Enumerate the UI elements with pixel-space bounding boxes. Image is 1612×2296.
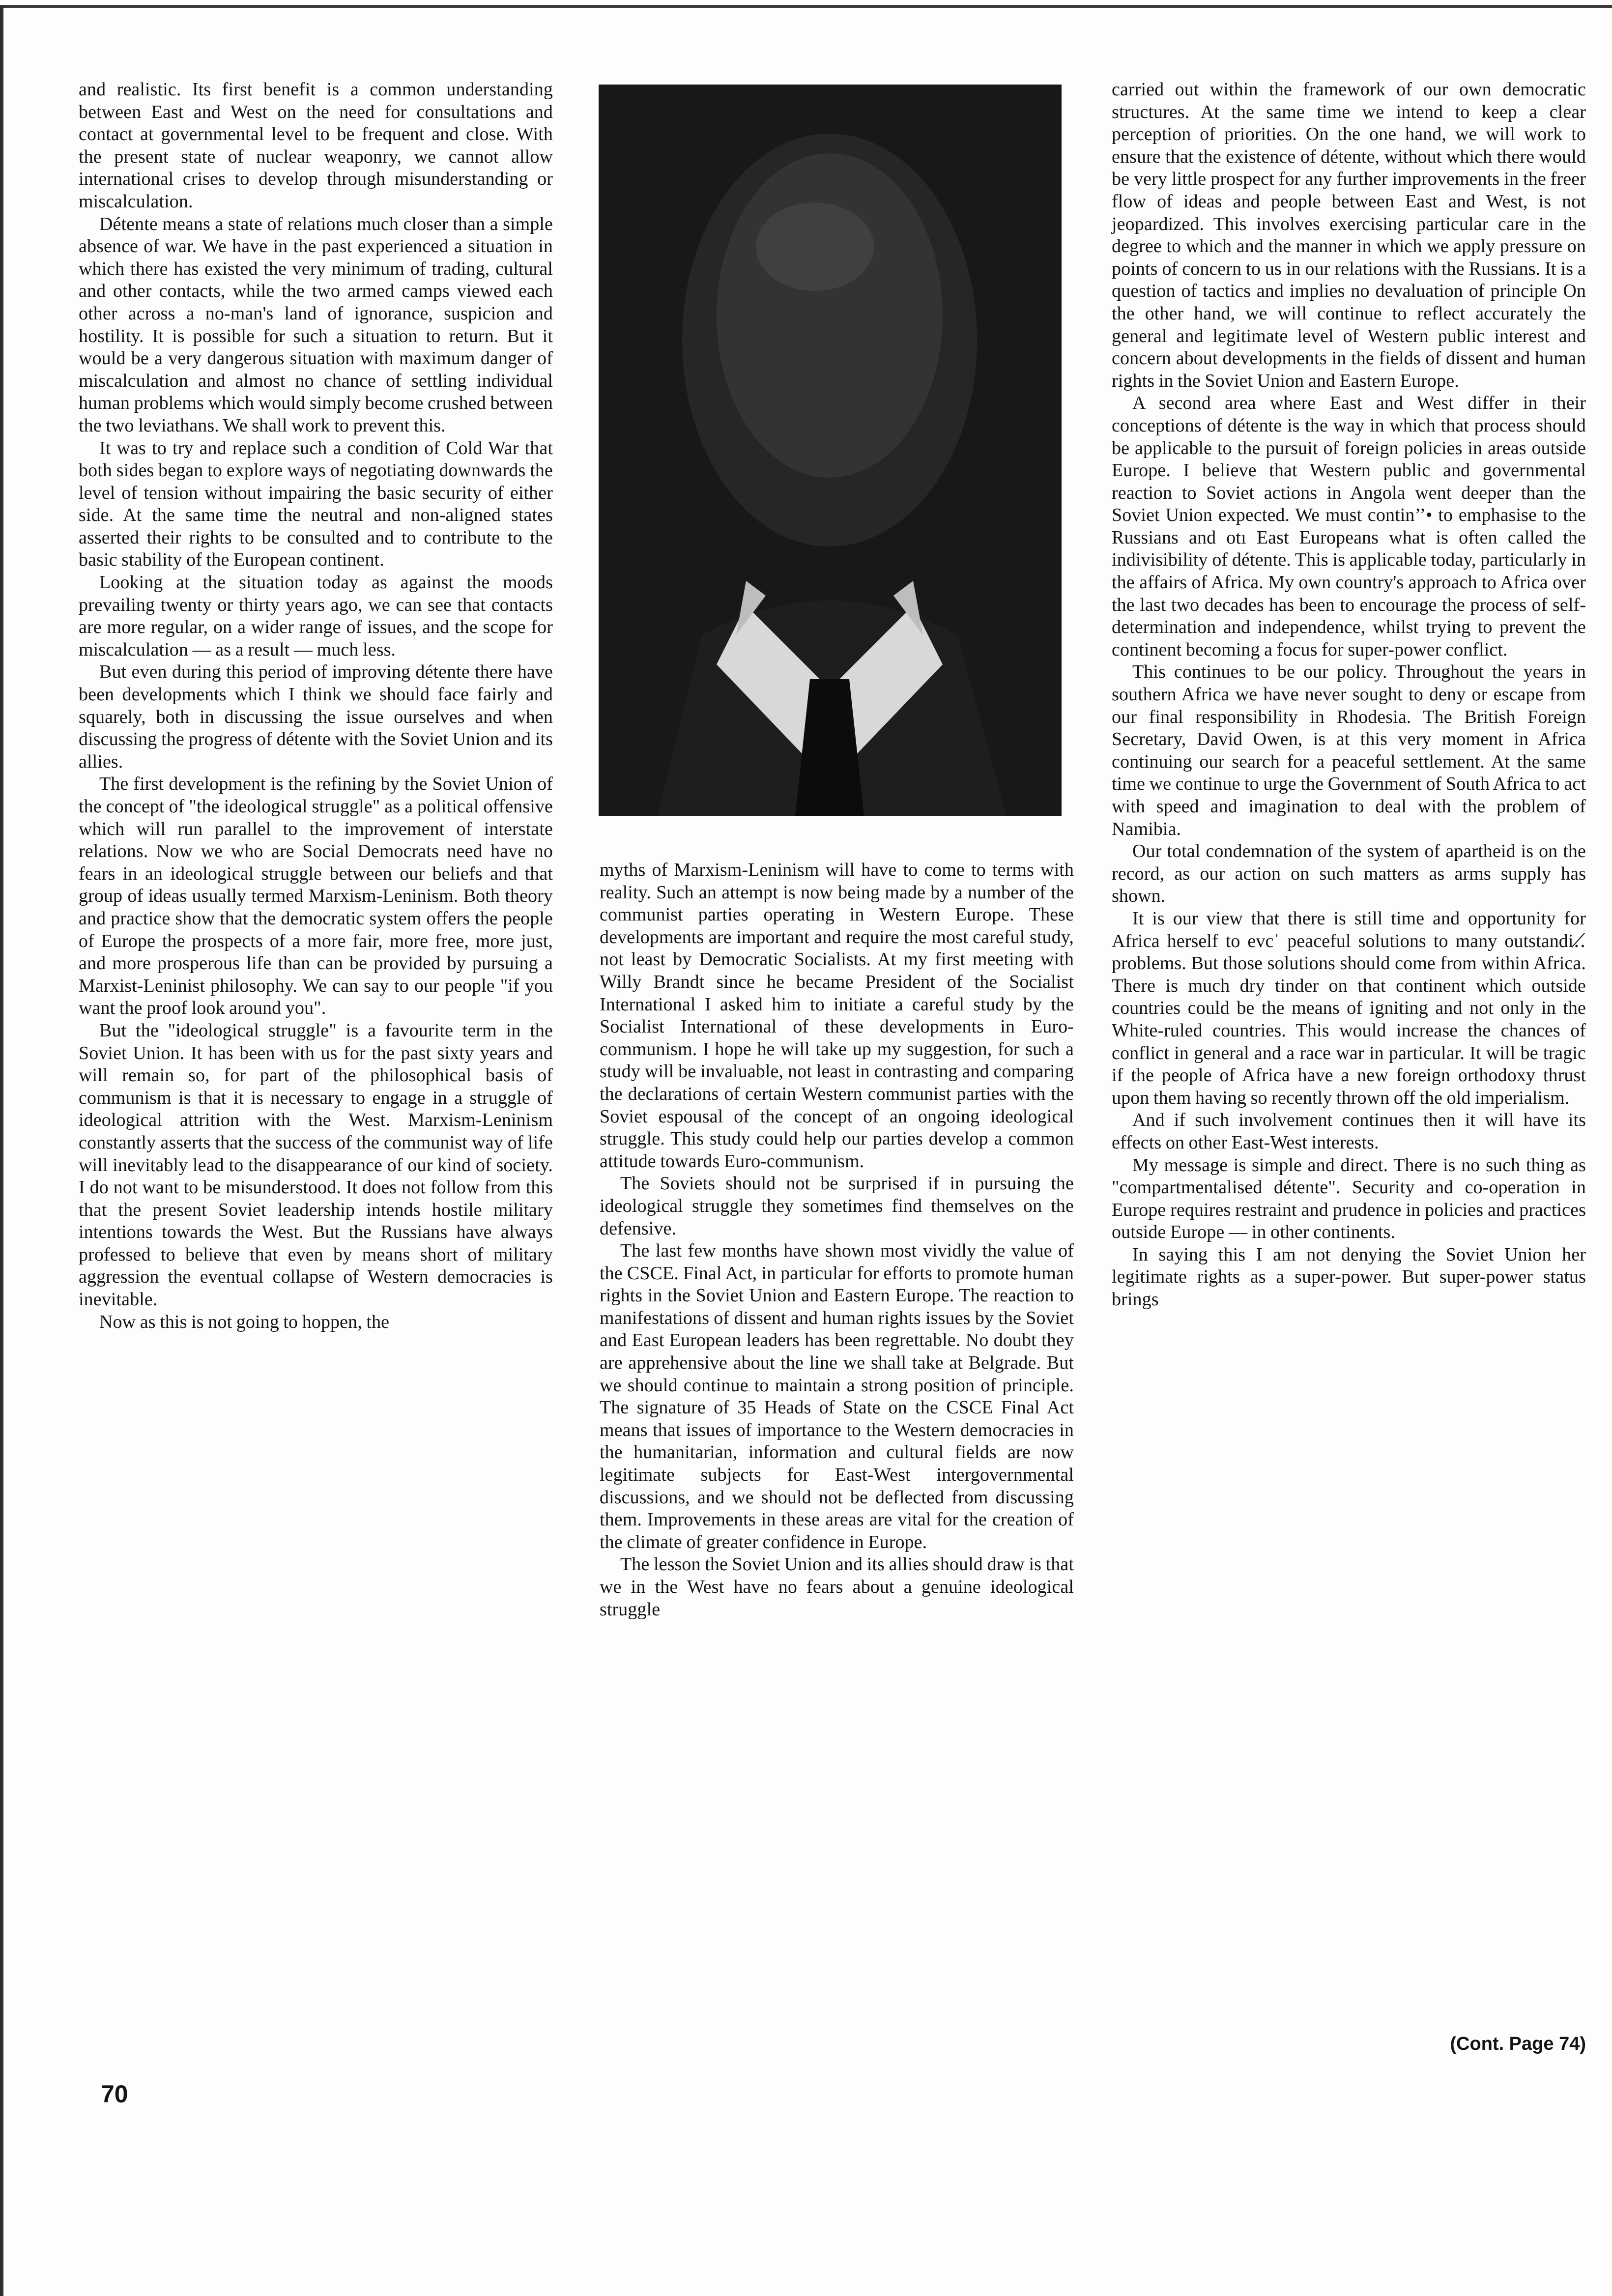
paragraph: Détente means a state of relations much closer than a simple absence of war. We have in the past experienced a situation in which there has existed the very minimum of trading, cultural and other contacts, while the two armed camps viewed each other across a no-man's land of ignorance, suspicion and hostility. It is possible for such a situation to return. But it would be a very dangerous situation with maximum danger of miscalculation and almost no chance of settling individual human problems which would simply become crushed between the two leviathans. We shall work to prevent this. <box>79 213 553 436</box>
paragraph: But even during this period of improving détente there have been developments which I think we should face fairly and squarely, both in discussing the issue ourselves and when discussing the progress of détente with the Soviet Union and its allies. <box>79 661 553 772</box>
paragraph: The lesson the Soviet Union and its allies should draw is that we in the West have no fears about a genuine ideological struggle <box>600 1554 1074 1620</box>
left-border-rule <box>0 5 3 2296</box>
paragraph: and realistic. Its first benefit is a common understanding between East and West on the need for consultations and contact at governmental level to be frequent and close. With the present state of nuclear weaponry, we cannot allow international crises to develop through misunderstanding or miscalculation. <box>79 79 553 212</box>
paragraph: In saying this I am not denying the Soviet Union her legitimate rights as a super-power. But super-power status brings <box>1112 1244 1586 1310</box>
portrait-photo-icon <box>599 85 1062 816</box>
article-column-2 <box>600 859 1074 1621</box>
paragraph: It is our view that there is still time and opportunity for Africa herself to evcˈ peaceful solutions to many outstandi‥̸ problems. But those solutions should come from within Africa. There is much dry tinder on that continent which outside countries could be the means of igniting and not only in the White-ruled countries. This would increase the chances of conflict in general and a race war in particular. It will be tragic if the people of Africa have a new foreign orthodoxy thrust upon them having so recently thrown off the old imperialism. <box>1112 908 1586 1108</box>
portrait-photo <box>599 85 1062 816</box>
paragraph: And if such involvement continues then it will have its effects on other East-West interests. <box>1112 1110 1586 1153</box>
paragraph: It was to try and replace such a condition of Cold War that both sides began to explore ways of negotiating downwards the level of tension without impairing the basic security of either side. At the same time the neutral and non-aligned states asserted their rights to be consulted and to contribute to the basic stability of the European continent. <box>79 437 553 571</box>
continuation-note: (Cont. Page 74) <box>1450 2034 1586 2054</box>
article-column-1 <box>79 79 553 1333</box>
top-border-rule <box>0 5 1612 8</box>
article-column-3 <box>1112 79 1586 1311</box>
paragraph: The first development is the refining by the Soviet Union of the concept of "the ideological struggle" as a political offensive which will run parallel to the improvement of interstate relations. Now we who are Social Democrats need have no fears in an ideological struggle between our beliefs and that group of ideas usually termed Marxism-Leninism. Both theory and practice show that the democratic system offers the people of Europe the prospects of a more fair, more free, more just, and more prosperous life than can be provided by pursuing a Marxist-Leninist philosophy. We can say to our people "if you want the proof look around you". <box>79 774 553 1019</box>
paragraph: My message is simple and direct. There is no such thing as "compartmentalised détente". Security and co-operation in Europe requires restraint and prudence in policies and practices outside Europe — in other continents. <box>1112 1154 1586 1243</box>
paragraph: Now as this is not going to hoppen, the <box>99 1311 390 1332</box>
paragraph: This continues to be our policy. Throughout the years in southern Africa we have never sought to deny or escape from our final responsibility in Rhodesia. The British Foreign Secretary, David Owen, is at this very moment in Africa continuing our search for a peaceful settlement. At the same time we continue to urge the Government of South Africa to act with speed and imagination to deal with the problem of Namibia. <box>1112 661 1586 839</box>
paragraph: Looking at the situation today as against the moods prevailing twenty or thirty years ago, we can see that contacts are more regular, on a wider range of issues, and the scope for miscalculation — as a result — much less. <box>79 572 553 660</box>
paragraph: A second area where East and West differ in their conceptions of détente is the way in which that process should be applicable to the pursuit of foreign policies in areas outside Europe. I believe that Western public and governmental reaction to Soviet actions in Angola went deeper than the Soviet Union expected. We must contin’’• to emphasise to the Russians and otı East Europeans what is often called the indivisibility of détente. This is applicable today, particularly in the affairs of Africa. My own country's approach to Africa over the last two decades has been to encourage the process of self-determination and independence, whilst trying to prevent the continent becoming a focus for super-power conflict. <box>1112 393 1586 660</box>
paragraph: carried out within the framework of our own democratic structures. At the same time we intend to keep a clear perception of priorities. On the one hand, we will work to ensure that the existence of détente, without which there would be very little prospect for any further improvements in the freer flow of ideas and people between East and West, is not jeopardized. This involves exercising particular care in the degree to which and the manner in which we apply pressure on points of concern to us in our relations with the Russians. It is a question of tactics and implies no devaluation of principle On the other hand, we will continue to reflect accurately the general and legitimate level of Western public interest and concern about developments in the fields of dissent and human rights in the Soviet Union and Eastern Europe. <box>1112 79 1586 391</box>
paragraph: The Soviets should not be surprised if in pursuing the ideological struggle they sometimes find themselves on the defensive. <box>600 1173 1074 1239</box>
page-number: 70 <box>101 2080 128 2108</box>
paragraph: The last few months have shown most vividly the value of the CSCE. Final Act, in particular for efforts to promote human rights in the Soviet Union and Eastern Europe. The reaction to manifestations of dissent and human rights issues by the Soviet and East European leaders has been regrettable. No doubt they are apprehensive about the line we shall take at Belgrade. But we should continue to maintain a strong position of principle. The signature of 35 Heads of State on the CSCE Final Act means that issues of importance to the Western democracies in the humanitarian, information and cultural fields are now legitimate subjects for East-West intergovernmental discussions, and we should not be deflected from discussing them. Improvements in these areas are vital for the creation of the climate of greater confidence in Europe. <box>600 1240 1074 1552</box>
paragraph: But the "ideological struggle" is a favourite term in the Soviet Union. It has been with us for the past sixty years and will remain so, for part of the philosophical basis of communism is that it is necessary to engage in a struggle of ideological attrition with the West. Marxism-Leninism constantly asserts that the success of the communist way of life will inevitably lead to the disappearance of our kind of society. I do not want to be misunderstood. It does not follow from this that the present Soviet leadership intends hostile military intentions towards the West. But the Russians have always professed to believe that even by means short of military aggression the eventual collapse of Western democracies is inevitable. <box>79 1020 553 1310</box>
paragraph: myths of Marxism-Leninism will have to come to terms with reality. Such an attempt is now being made by a number of the communist parties operating in Western Europe. These developments are important and require the most careful study, not least by Democratic Socialists. At my first meeting with Willy Brandt since he became President of the Socialist International I asked him to initiate a careful study by the Socialist International of these developments in Euro-communism. I hope he will take up my suggestion, for such a study will be invaluable, not least in contrasting and comparing the declarations of certain Western communist parties with the Soviet espousal of the concept of an ongoing ideological struggle. This study could help our parties develop a common attitude towards Euro-communism. <box>600 860 1074 1172</box>
paragraph: Our total condemnation of the system of apartheid is on the record, as our action on such matters as arms supply has shown. <box>1112 841 1586 907</box>
